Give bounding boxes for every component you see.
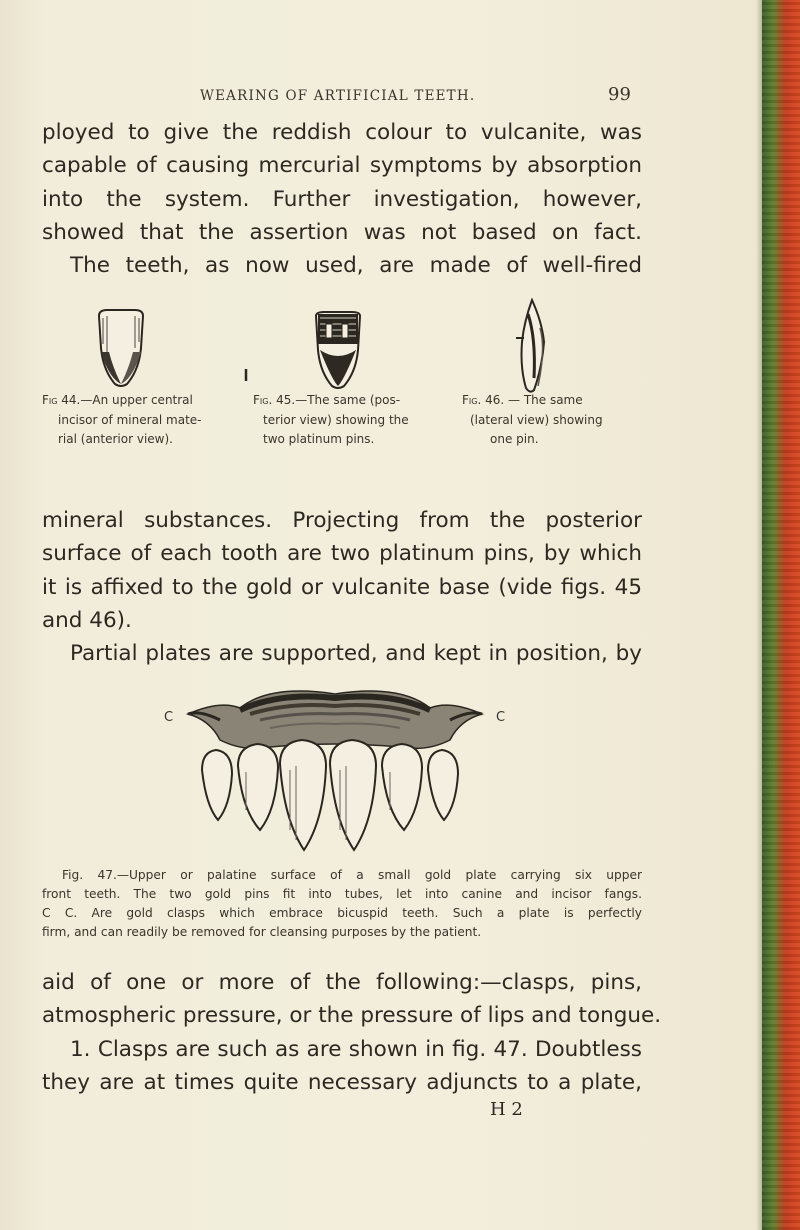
caption-line: —The same (pos-: [295, 393, 401, 407]
fig-44-label: Fig 44.: [42, 393, 81, 407]
signature-mark: H 2: [490, 1099, 523, 1120]
fig-46-label: Fig. 46.: [462, 393, 505, 407]
text-line: capable of causing mercurial symptoms by absorption: [42, 153, 642, 179]
fig-45-caption: [253, 391, 409, 450]
caption-line: —An upper central: [80, 393, 193, 407]
text-line: surface of each tooth are two platinum pins, by which: [42, 541, 642, 567]
caption-line: (lateral view) showing: [470, 412, 603, 427]
fig-45-tooth-illustration: [312, 310, 364, 390]
text-line: ployed to give the reddish colour to vulcanite, was: [42, 120, 642, 145]
caption-line: two platinum pins.: [263, 432, 375, 446]
fig-47-caption: [42, 866, 642, 942]
caption-line: incisor of mineral mate-: [58, 412, 202, 427]
paragraph-2: [42, 504, 642, 670]
caption-line: front teeth. The two gold pins fit into tubes, let into canine and incisor fangs.: [42, 887, 642, 901]
text-line: they are at times quite necessary adjuncts to a plate,: [42, 1069, 642, 1095]
paragraph-3: [42, 966, 662, 1099]
text-line: aid of one or more of the following:—clasps, pins,: [42, 970, 642, 995]
text-line: The teeth, as now used, are made of well-fired: [70, 253, 642, 279]
clasp-label-left: C: [164, 710, 174, 725]
page-number: 99: [608, 84, 631, 105]
caption-line: Fig. 47.—Upper or palatine surface of a small gold plate carrying six upper: [62, 868, 642, 882]
book-cover-edge: [762, 0, 800, 1230]
fig-44-caption: [42, 391, 202, 450]
text-line: and 46).: [42, 607, 132, 633]
fig-45-label: Fig. 45.: [253, 393, 296, 407]
caption-line: — The same: [504, 393, 583, 407]
caption-line: C C. Are gold clasps which embrace bicuspid teeth. Such a plate is perfectly: [42, 906, 642, 920]
text-line: showed that the assertion was not based on fact.: [42, 219, 642, 245]
text-line: mineral substances. Projecting from the posterior: [42, 508, 642, 533]
clasp-label-right: C: [496, 710, 506, 725]
text-line: into the system. Further investigation, however,: [42, 186, 642, 212]
figure-captions-row: [42, 391, 642, 455]
text-line: it is affixed to the gold or vulcanite base (vide figs. 45: [42, 574, 642, 600]
caption-line: one pin.: [490, 432, 539, 446]
fig-46-tooth-illustration: [512, 298, 552, 394]
text-line: Partial plates are supported, and kept in position, by: [70, 641, 642, 667]
fig-47-plate-illustration: [180, 680, 490, 860]
fig-46-caption: [462, 391, 603, 450]
running-header: WEARING OF ARTIFICIAL TEETH.: [200, 88, 476, 104]
text-line: 1. Clasps are such as are shown in fig. 47. Doubtless: [70, 1036, 642, 1062]
paragraph-1: [42, 116, 642, 282]
caption-line: terior view) showing the: [263, 412, 409, 427]
text-line: atmospheric pressure, or the pressure of lips and tongue.: [42, 1003, 662, 1029]
fig-44-tooth-illustration: [95, 308, 147, 388]
caption-line: rial (anterior view).: [58, 432, 173, 446]
fig-45-dot: [243, 368, 249, 382]
caption-line: firm, and can readily be removed for cleansing purposes by the patient.: [42, 925, 482, 939]
